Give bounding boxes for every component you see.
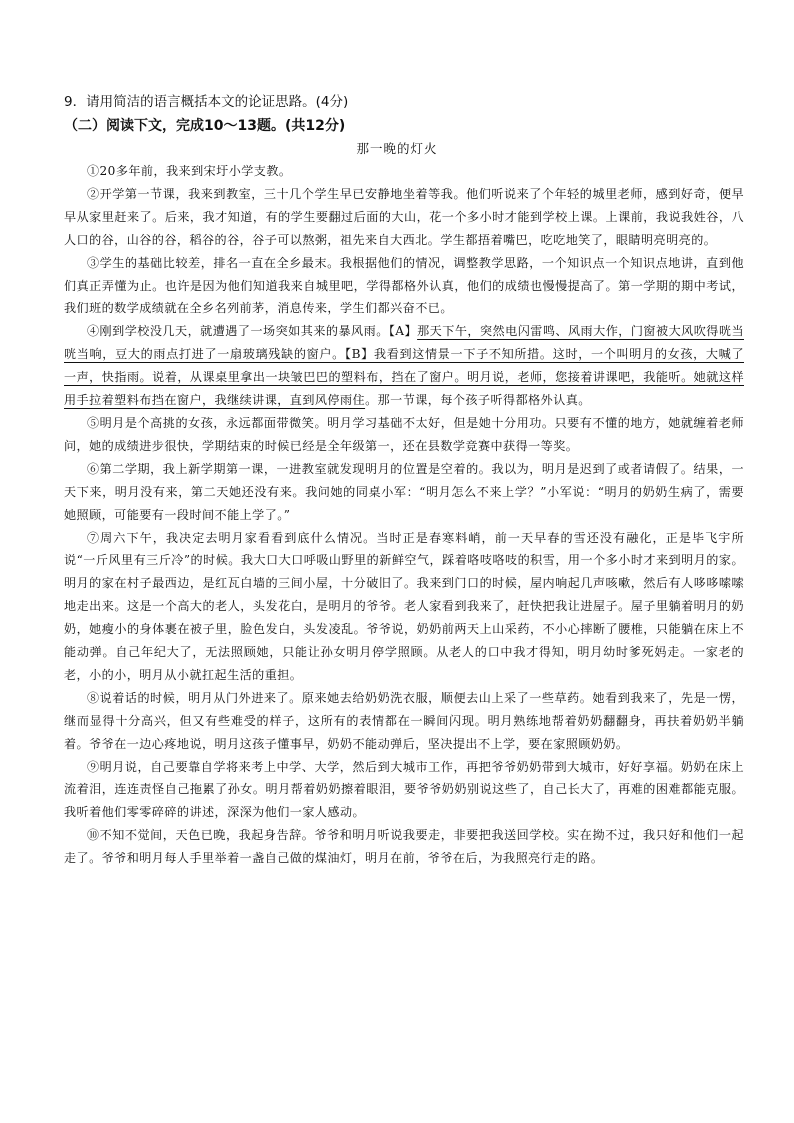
paragraph-10: ⑩不知不觉间，天色已晚，我起身告辞。爷爷和明月听说我要走，非要把我送回学校。实在拗不过，我只好和他们一起走了。爷爷和明月每人手里举着一盏自己做的煤油灯，明月在前，爷爷在后，为我照亮行走的路。	[64, 828, 744, 866]
paragraph-4-tail: 。那一节课，每个孩子听得都格外认真。	[365, 393, 591, 408]
paragraph-7: ⑦周六下午，我决定去明月家看看到底什么情况。当时正是春寒料峭，前一天早春的雪还没有融化，正是毕飞宇所说“一斤风里有三斤冷”的时候。我大口大口呼吸山野里的新鲜空气，踩着咯吱咯吱的积雪，用一个多小时才来到明月的家。明月的家在村子最西边，是红瓦白墙的三间小屋，十分破旧了。我来到门口的时候，屋内响起几声咳嗽，然后有人哆哆嗦嗦地走出来。这是一个高大的老人，头发花白，是明月的爷爷。老人家看到我来了，赶快把我让进屋子。屋子里躺着明月的奶奶，她瘦小的身体裹在被子里，脸色发白，头发凌乱。爷爷说，奶奶前两天上山采药，不小心摔断了腰椎，只能躺在床上不能动弹。自己年纪大了，无法照顾她，只能让孙女明月停学照顾。从老人的口中我才得知，明月幼时爹死妈走。一家老的老，小的小，明月从小就扛起生活的重担。	[64, 530, 744, 682]
paragraph-8: ⑧说着话的时候，明月从门外进来了。原来她去给奶奶洗衣服，顺便去山上采了一些草药。她看到我来了，先是一愣，继而显得十分高兴，但又有些难受的样子，这所有的表情都在一瞬间闪现。明月熟练地帮着奶奶翻翻身，再扶着奶奶半躺着。爷爷在一边心疼地说，明月这孩子懂事早，奶奶不能动弹后，坚决提出不上学，要在家照顾奶奶。	[64, 690, 744, 751]
underlined-passage: 那天下午，突然电闪雷鸣、风雨大作，门窗被大风吹得咣当咣当响，豆大的雨点打进了一扇玻璃残缺的窗户。【B】我看到这情景一下子不知所措。这时，一个叫明月的女孩，大喊了一声，快指雨。说着，从课桌里拿出一块皱巴巴的塑料布，挡在了窗户。明月说，老师，您接着讲课吧，我能听。她就这样用手拉着塑料布挡在窗户，我继续讲课，直到风停雨住	[64, 324, 744, 408]
paragraph-4-lead: ④刚到学校没几天，就遭遇了一场突如其来的暴风雨。【A】	[86, 324, 418, 339]
paragraph-2: ②开学第一节课，我来到教室，三十几个学生早已安静地坐着等我。他们听说来了个年轻的城里老师，感到好奇，便早早从家里赶来了。后来，我才知道，有的学生要翻过后面的大山，花一个多小时才能到学校上课。上课前，我说我姓谷，八人口的谷，山谷的谷，稻谷的谷，谷子可以熬粥，祖先来自大西北。学生都捂着嘴巴，吃吃地笑了，眼睛明亮明亮的。	[64, 186, 744, 247]
paragraph-4	[64, 320, 744, 412]
article-title: 那一晚的灯火	[356, 141, 438, 156]
paragraph-9: ⑨明月说，自己要靠自学将来考上中学、大学，然后到大城市工作，再把爷爷奶奶带到大城市，好好享福。奶奶在床上流着泪，连连责怪自己拖累了孙女。明月帮着奶奶擦着眼泪，要爷爷奶奶别说这些了，自己长大了，再难的困难都能克服。我听着他们零零碎碎的讲述，深深为他们一家人感动。	[64, 759, 744, 820]
paragraph-3: ③学生的基础比较差，排名一直在全乡最末。我根据他们的情况，调整教学思路，一个知识点一个知识点地讲，直到他们真正弄懂为止。也许是因为他们知道我来自城里吧，学得都格外认真，他们的成绩也慢慢提高了。第一学期的期中考试，我们班的数学成绩就在全乡名列前茅，消息传来，学生们都兴奋不已。	[64, 255, 744, 316]
paragraph-1: ①20多年前，我来到宋圩小学支教。	[86, 164, 292, 178]
question-9: 9．请用简洁的语言概括本文的论证思路。(4分)	[64, 94, 349, 110]
article-body	[64, 160, 744, 870]
section-heading: （二）阅读下文，完成10～13题。(共12分)	[64, 118, 346, 134]
paragraph-5: ⑤明月是个高挑的女孩，永远都面带微笑。明月学习基础不太好，但是她十分用功。只要有不懂的地方，她就缠着老师问，她的成绩进步很快，学期结束的时候已经是全年级第一，还在县数学竞赛中获得一等奖。	[64, 415, 744, 453]
paragraph-6: ⑥第二学期，我上新学期第一课，一进教室就发现明月的位置是空着的。我以为，明月是迟到了或者请假了。结果，一天下来，明月没有来，第二天她还没有来。我问她的同桌小军：“明月怎么不来上学？”小军说：“明月的奶奶生病了，需要她照顾，可能要有一段时间不能上学了。”	[64, 461, 744, 522]
